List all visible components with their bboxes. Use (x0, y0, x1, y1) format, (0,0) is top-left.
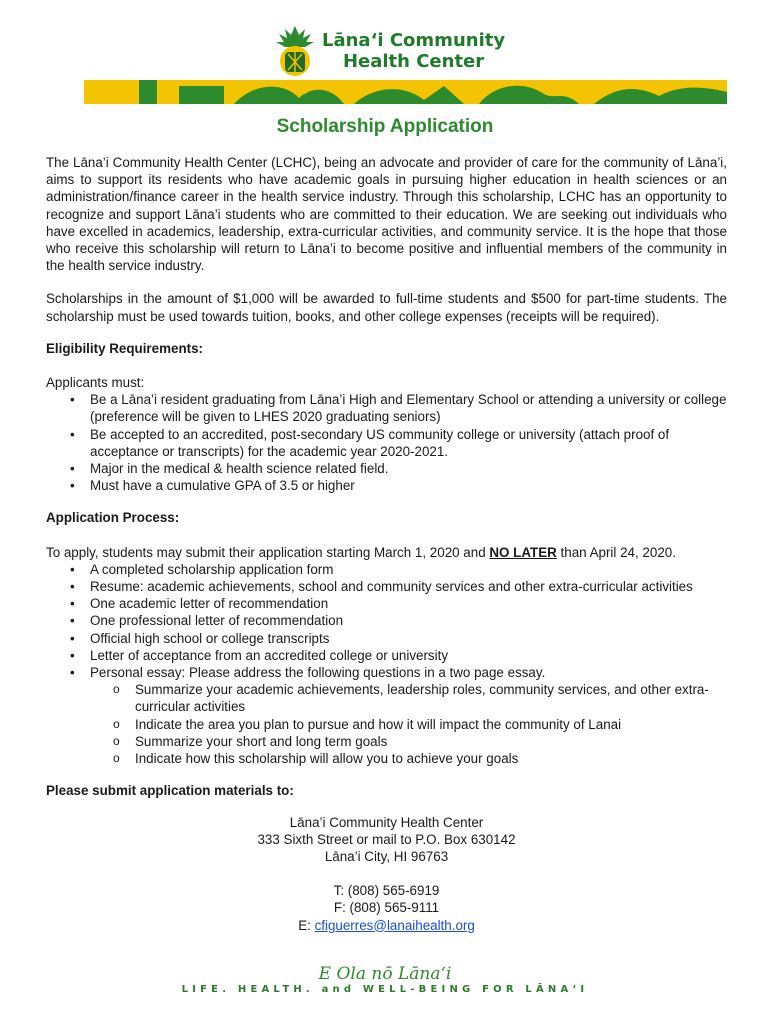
eligibility-list (46, 391, 727, 494)
list-item (90, 664, 727, 767)
process-heading: Application Process: (46, 510, 180, 526)
amounts-paragraph: Scholarships in the amount of $1,000 will be awarded to full-time students and $500 for part-time students. The scholarship must be used towards tuition, books, and other college expenses (receipts will be required). (46, 291, 727, 324)
logo-line-2: Health Center (342, 51, 485, 72)
process-lead-end: than April 24, 2020. (556, 544, 676, 560)
logo (274, 24, 505, 78)
sub-list-item: o Indicate how this scholarship will allow you to achieve your goals (135, 750, 727, 767)
page-title: Scholarship Application (276, 116, 494, 137)
submit-heading: Please submit application materials to: (46, 783, 294, 799)
address-city: Lāna’i City, HI 96763 (324, 848, 449, 864)
footer-tagline: LIFE. HEALTH. and WELL-BEING FOR LĀNA‘I (181, 984, 589, 995)
email-line (46, 917, 727, 934)
list-item: • A completed scholarship application form (90, 561, 727, 578)
list-item: • Letter of acceptance from an accredited college or university (90, 647, 727, 664)
essay-sublist (90, 681, 727, 767)
address-street: 333 Sixth Street or mail to P.O. Box 630142 (257, 831, 516, 847)
no-later-emphasis: NO LATER (489, 544, 557, 560)
eligibility-lead: Applicants must: (46, 375, 145, 391)
process-lead-text: To apply, students may submit their application starting March 1, 2020 and (46, 544, 490, 560)
logo-line-1: Lāna‘i Community (322, 30, 506, 51)
list-item: • Resume: academic achievements, school and community services and other extra-curricular activities (90, 578, 727, 595)
decorative-banner (84, 80, 727, 104)
footer-motto: E Ola nō Lāna‘i (318, 964, 452, 984)
sub-list-item: o Summarize your short and long term goals (135, 733, 727, 750)
list-item: • Be accepted to an accredited, post-secondary US community college or university (attach proof of acceptance or transcripts) for the academic year 2020-2021. (90, 426, 727, 460)
process-list (46, 561, 727, 767)
phone-number: T: (808) 565-6919 (333, 883, 440, 899)
list-item: • Must have a cumulative GPA of 3.5 or higher (90, 477, 727, 494)
pineapple-logo-icon (274, 24, 316, 78)
list-item: • Official high school or college transcripts (90, 630, 727, 647)
mailing-address (46, 814, 727, 934)
eligibility-heading: Eligibility Requirements: (46, 340, 203, 356)
list-item: • Be a Lāna’i resident graduating from Lāna’i High and Elementary School or attending a university or college (preference will be given to LHES 2020 graduating seniors) (90, 391, 727, 425)
email-link[interactable]: cfiguerres@lanaihealth.org (314, 917, 475, 933)
address-org: Lāna’i Community Health Center (289, 814, 484, 830)
email-prefix: E: (298, 917, 315, 933)
document-body (46, 154, 727, 934)
sub-list-item: o Indicate the area you plan to pursue and how it will impact the community of Lanai (135, 716, 727, 733)
fax-number: F: (808) 565-9111 (333, 900, 440, 916)
intro-paragraph: The Lāna’i Community Health Center (LCHC), being an advocate and provider of care for the community of Lāna’i, aims to support its residents who have academic goals in pursuing higher education in health sciences or an administration/finance career in the health service industry. Through this scholarship, LCHC has an opportunity to recognize and support Lāna’i students who are committed to their education. We are seeking out individuals who have excelled in academics, leadership, extra-curricular activities, and community service. It is the hope that those who receive this scholarship will return to Lāna’i to become positive and influential members of the community in the health service industry. (46, 155, 727, 274)
logo-wordmark (322, 30, 505, 72)
essay-item-label: Personal essay: Please address the following questions in a two page essay. (90, 665, 546, 681)
list-item: • One professional letter of recommendation (90, 612, 727, 629)
list-item: • Major in the medical & health science related field. (90, 460, 727, 477)
process-lead (46, 544, 727, 561)
page-header (0, 0, 770, 106)
sub-list-item: o Summarize your academic achievements, leadership roles, community services, and other extra-curricular activities (135, 681, 727, 715)
list-item: • One academic letter of recommendation (90, 595, 727, 612)
